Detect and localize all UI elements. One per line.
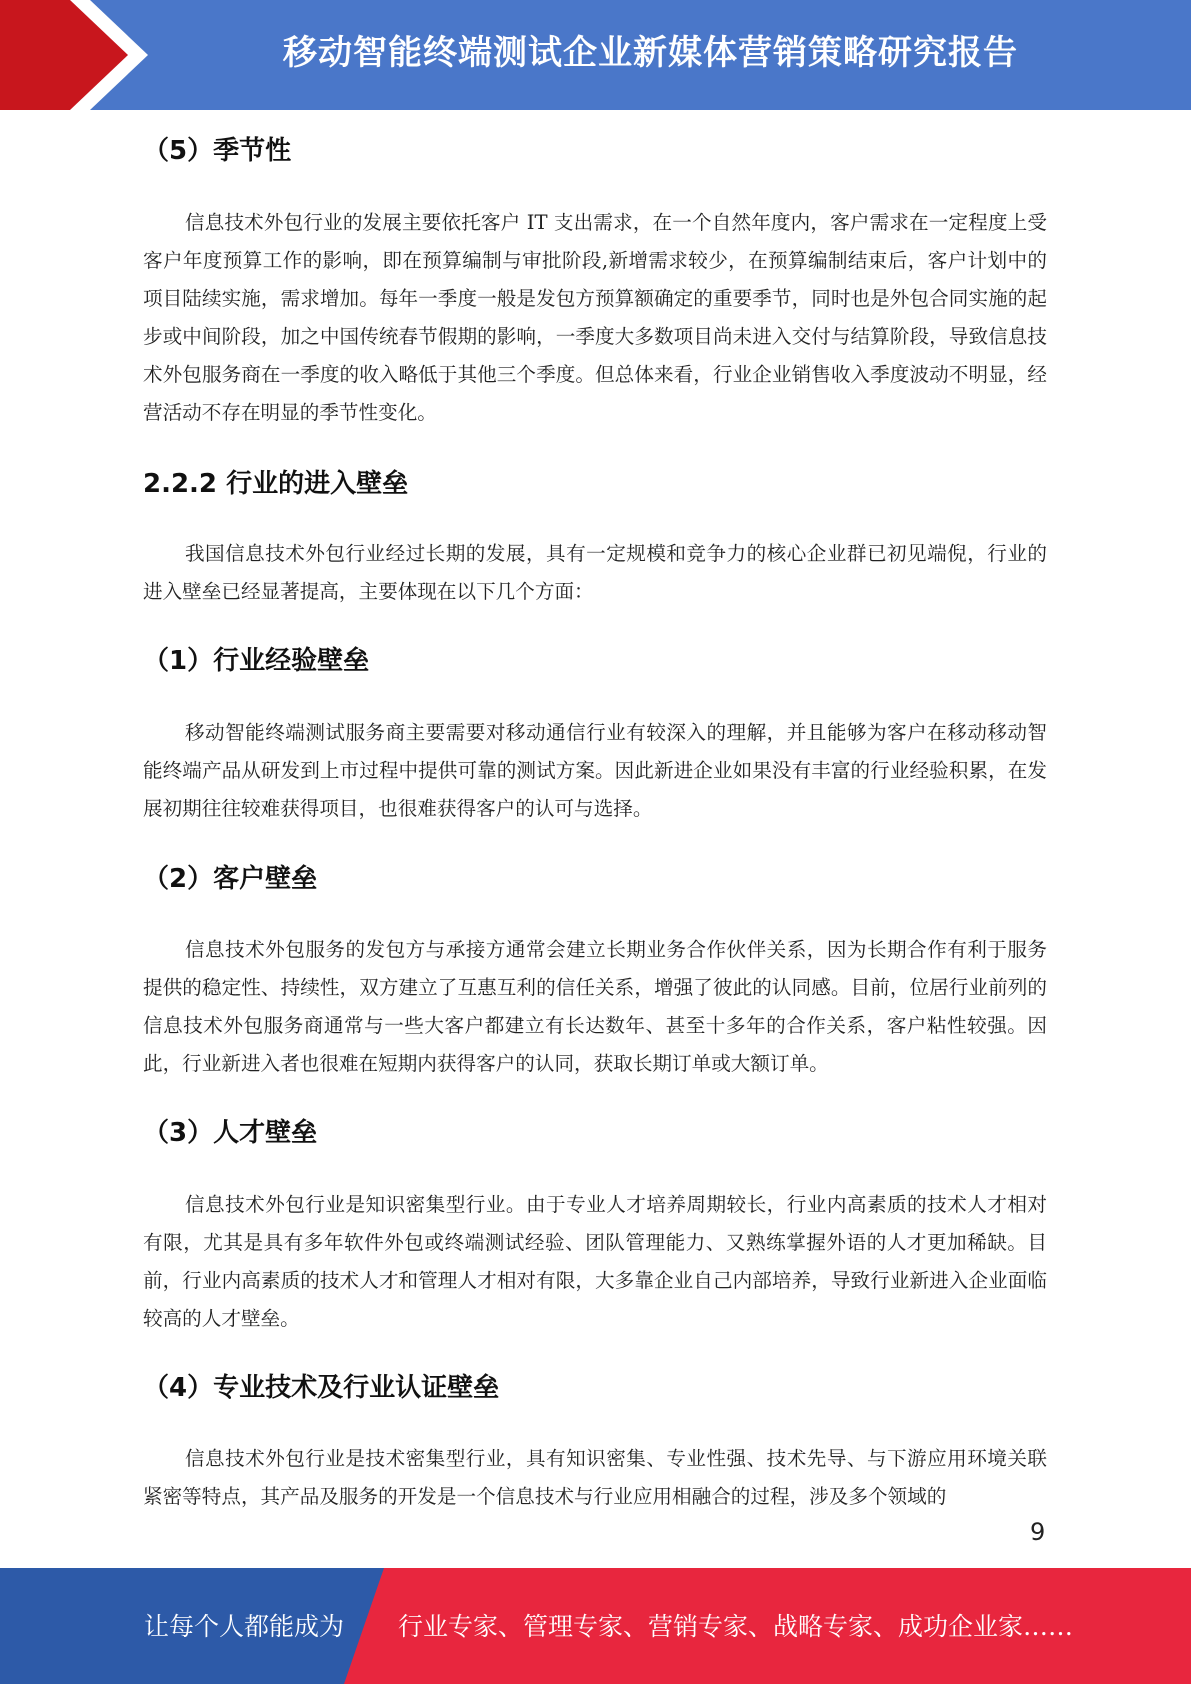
footer-slogan: 让每个人都能成为	[144, 1612, 345, 1641]
page-footer	[0, 1568, 1191, 1684]
page-header	[0, 0, 1191, 110]
heading-industry-experience: （1）行业经验壁垒	[143, 646, 370, 676]
paragraph-entry-barriers: 我国信息技术外包行业经过长期的发展，具有一定规模和竞争力的核心企业群已初见端倪，行业的进入壁垒已经显著提高，主要体现在以下几个方面：	[143, 542, 1047, 603]
report-title: 移动智能终端测试企业新媒体营销策略研究报告	[283, 33, 1018, 73]
paragraph-customer-barrier: 信息技术外包服务的发包方与承接方通常会建立长期业务合作伙伴关系，因为长期合作有利于服务提供的稳定性、持续性，双方建立了互惠互利的信任关系，增强了彼此的认同感。目前，位居行业前列的信息技术外包服务商通常与一些大客户都建立有长达数年、甚至十多年的合作关系，客户粘性较强。因此，行业新进入者也很难在短期内获得客户的认同，获取长期订单或大额订单。	[143, 938, 1047, 1075]
heading-talent-barrier: （3）人才壁垒	[143, 1118, 318, 1148]
header-chevron-decoration	[0, 0, 160, 110]
paragraph-talent-barrier: 信息技术外包行业是知识密集型行业。由于专业人才培养周期较长，行业内高素质的技术人才相对有限，尤其是具有多年软件外包或终端测试经验、团队管理能力、又熟练掌握外语的人才更加稀缺。目前，行业内高素质的技术人才和管理人才相对有限，大多靠企业自己内部培养，导致行业新进入企业面临较高的人才壁垒。	[143, 1193, 1047, 1330]
paragraph-seasonality: 信息技术外包行业的发展主要依托客户 IT 支出需求，在一个自然年度内，客户需求在一定程度上受客户年度预算工作的影响，即在预算编制与审批阶段,新增需求较少，在预算编制结束后，客户计划中的项目陆续实施，需求增加。每年一季度一般是发包方预算额确定的重要季节，同时也是外包合同实施的起步或中间阶段，加之中国传统春节假期的影响，一季度大多数项目尚未进入交付与结算阶段，导致信息技术外包服务商在一季度的收入略低于其他三个季度。但总体来看，行业企业销售收入季度波动不明显，经营活动不存在明显的季节性变化。	[143, 211, 1047, 424]
paragraph-tech-certification: 信息技术外包行业是技术密集型行业，具有知识密集、专业性强、技术先导、与下游应用环境关联紧密等特点，其产品及服务的开发是一个信息技术与行业应用相融合的过程，涉及多个领域的	[143, 1447, 1047, 1508]
footer-roles: 行业专家、管理专家、营销专家、战略专家、成功企业家……	[398, 1612, 1074, 1641]
paragraph-industry-experience: 移动智能终端测试服务商主要需要对移动通信行业有较深入的理解，并且能够为客户在移动移动智能终端产品从研发到上市过程中提供可靠的测试方案。因此新进企业如果没有丰富的行业经验积累，在发展初期往往较难获得项目，也很难获得客户的认可与选择。	[143, 721, 1047, 820]
heading-entry-barriers: 2.2.2 行业的进入壁垒	[143, 469, 409, 499]
page-number: 9	[1030, 1518, 1046, 1546]
heading-tech-certification: （4）专业技术及行业认证壁垒	[143, 1373, 500, 1403]
heading-customer-barrier: （2）客户壁垒	[143, 864, 318, 894]
heading-seasonality: （5）季节性	[143, 136, 292, 166]
